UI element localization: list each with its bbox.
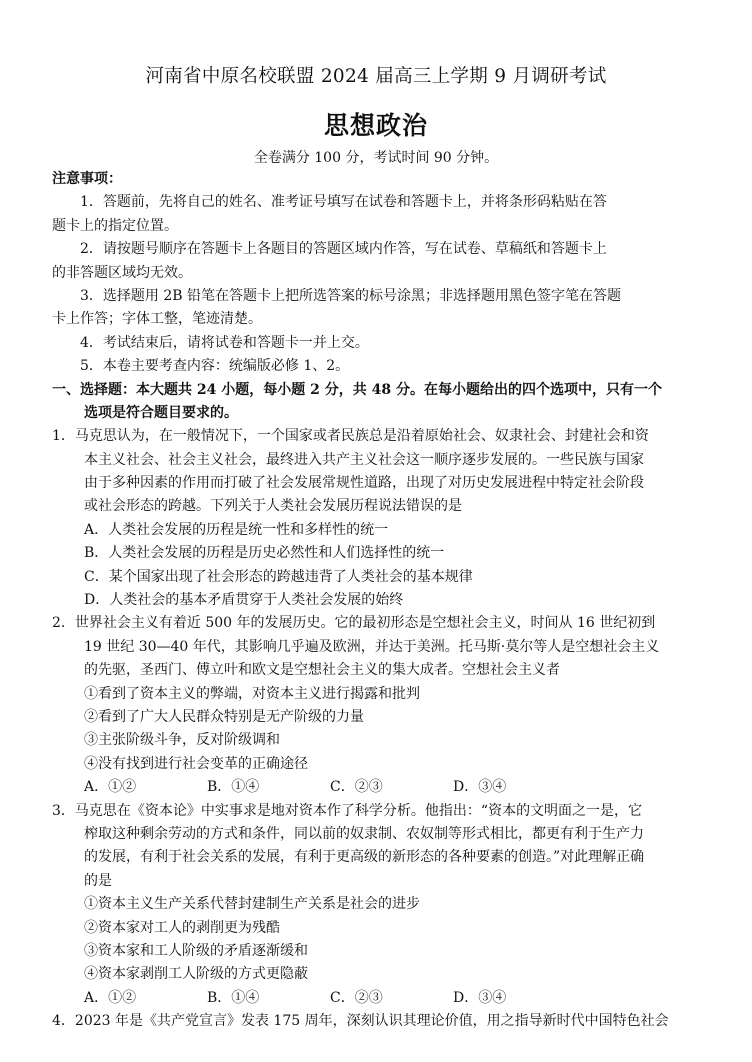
question-4-stem: 4．2023 年是《共产党宣言》发表 175 周年，深刻认识其理论价值，用之指导新时代中国特色社会 — [52, 1013, 669, 1030]
exam-info: 全卷满分 100 分，考试时间 90 分钟。 — [253, 150, 499, 166]
notice-line: 2．请按题号顺序在答题卡上各题目的答题区域内作答，写在试卷、草稿纸和答题卡上 — [80, 241, 607, 258]
exam-title: 河南省中原名校联盟 2024 届高三上学期 9 月调研考试 — [145, 66, 607, 87]
question-3-stem: 榨取这种剩余劳动的方式和条件，同以前的奴隶制、农奴制等形式相比，都更有利于生产力 — [84, 825, 644, 842]
notice-line: 题卡上的指定位置。 — [52, 217, 178, 234]
question-2-item: ②看到了广大人民群众特别是无产阶级的力量 — [84, 708, 364, 725]
question-3-stem: 的发展，有利于社会关系的发展，有利于更高级的新形态的各种要素的创造。”对此理解正确 — [84, 849, 645, 866]
choice-d: D．③④ — [453, 779, 507, 796]
notice-line: 4．考试结束后，请将试卷和答题卡一并上交。 — [80, 334, 369, 351]
question-1-stem: 1．马克思认为，在一般情况下，一个国家或者民族总是沿着原始社会、奴隶社会、封建社会和资 — [52, 428, 649, 445]
question-2-stem: 2．世界社会主义有着近 500 年的发展历史。它的最初形态是空想社会主义，时间从 16 世纪初到 — [52, 615, 656, 632]
question-3-item: ④资本家剥削工人阶级的方式更隐蔽 — [84, 966, 308, 983]
question-2-item: ①看到了资本主义的弊端，对资本主义进行揭露和批判 — [84, 685, 420, 702]
choice-a: A．①② — [84, 989, 137, 1006]
notice-line: 1．答题前，先将自己的姓名、准考证号填写在试卷和答题卡上，并将条形码粘贴在答 — [80, 194, 607, 211]
question-2-item: ④没有找到进行社会变革的正确途径 — [84, 755, 308, 772]
choice-b: B．①④ — [207, 779, 260, 796]
notice-line: 的非答题区域均无效。 — [52, 264, 192, 281]
question-3-choices — [52, 987, 702, 1010]
question-1-option-a: A．人类社会发展的历程是统一性和多样性的统一 — [84, 521, 389, 538]
notice-line: 3．选择题用 2B 铅笔在答题卡上把所选答案的标号涂黑；非选择题用黑色签字笔在答题 — [80, 287, 622, 304]
question-3-item: ②资本家对工人的剥削更为残酷 — [84, 919, 280, 936]
notice-line: 卡上作答；字体工整，笔迹清楚。 — [52, 311, 262, 328]
question-3-stem: 的是 — [84, 872, 112, 889]
question-1-stem: 本主义社会、社会主义社会，最终进入共产主义社会这一顺序逐步发展的。一些民族与国家 — [84, 451, 644, 468]
section-heading: 一、选择题：本大题共 24 小题，每小题 2 分，共 48 分。在每小题给出的四个选项中，只有一个 — [52, 381, 662, 398]
choice-a: A．①② — [84, 779, 137, 796]
question-2-item: ③主张阶级斗争，反对阶级调和 — [84, 732, 280, 749]
choice-c: C．②③ — [330, 779, 383, 796]
notice-line: 5．本卷主要考查内容：统编版必修 1、2。 — [80, 358, 350, 375]
question-1-option-b: B．人类社会发展的历程是历史必然性和人们选择性的统一 — [84, 545, 445, 562]
question-1-stem: 或社会形态的跨越。下列关于人类社会发展历程说法错误的是 — [84, 498, 462, 515]
section-heading-cont: 选项是符合题目要求的。 — [84, 404, 238, 421]
notice-heading: 注意事项： — [52, 171, 122, 187]
question-2-choices — [52, 776, 702, 799]
question-3-item: ③资本家和工人阶级的矛盾逐渐缓和 — [84, 942, 308, 959]
question-3-stem: 3．马克思在《资本论》中实事求是地对资本作了科学分析。他指出：“资本的文明面之一是，它 — [52, 802, 643, 819]
question-3-item: ①资本主义生产关系代替封建制生产关系是社会的进步 — [84, 896, 420, 913]
choice-c: C．②③ — [330, 989, 383, 1006]
question-1-option-d: D．人类社会的基本矛盾贯穿于人类社会发展的始终 — [84, 592, 404, 609]
question-1-stem: 由于多种因素的作用而打破了社会发展常规性道路，出现了对历史发展进程中特定社会阶段 — [84, 475, 644, 492]
choice-b: B．①④ — [207, 989, 260, 1006]
document-body — [52, 168, 702, 1033]
subject-title: 思想政治 — [323, 111, 428, 140]
choice-d: D．③④ — [453, 989, 507, 1006]
question-2-stem: 的先驱，圣西门、傅立叶和欧文是空想社会主义的集大成者。空想社会主义者 — [84, 662, 560, 679]
question-2-stem: 19 世纪 30—40 年代，其影响几乎遍及欧洲，并达于美洲。托马斯·莫尔等人是空想社会主义 — [84, 638, 660, 655]
question-1-option-c: C．某个国家出现了社会形态的跨越违背了人类社会的基本规律 — [84, 568, 473, 585]
